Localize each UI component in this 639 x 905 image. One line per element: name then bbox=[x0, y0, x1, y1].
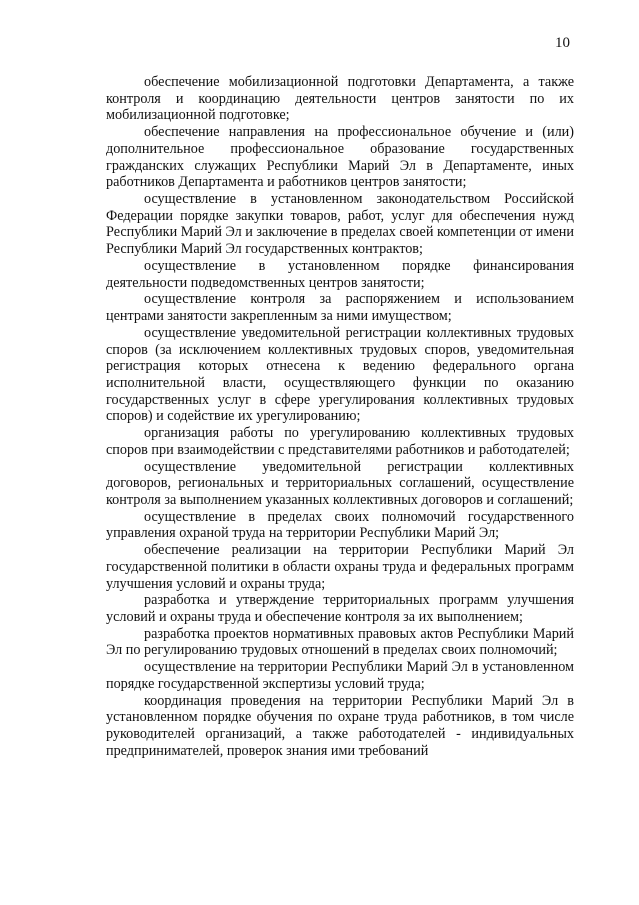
paragraph-labor-protection-policy: обеспечение реализации на территории Республики Марий Эл государственной политики в области охраны труда и федеральных программ улучшения условий и охраны труда; bbox=[106, 542, 574, 592]
paragraph-working-conditions-expertise: осуществление на территории Республики Марий Эл в установленном порядке государственной экспертизы условий труда; bbox=[106, 659, 574, 692]
paragraph-procurement: осуществление в установленном законодательством Российской Федерации порядке закупки товаров, работ, услуг для обеспечения нужд Республики Марий Эл и заключение в пределах своей компетенции от имени Республики Марий Эл государственных контрактов; bbox=[106, 191, 574, 258]
paragraph-legal-acts: разработка проектов нормативных правовых актов Республики Марий Эл по регулированию трудовых отношений в пределах своих полномочий; bbox=[106, 625, 574, 659]
paragraph-property-control: осуществление контроля за распоряжением и использованием центрами занятости закрепленным за ними имуществом; bbox=[106, 291, 574, 325]
page-number: 10 bbox=[555, 35, 570, 51]
paragraph-labor-protection-management: осуществление в пределах своих полномочий государственного управления охраной труда на территории Республики Марий Эл; bbox=[106, 508, 574, 542]
paragraph-safety-training: координация проведения на территории Республики Марий Эл в установленном порядке обучения по охране труда работников, в том числе руководителей организаций, а также работодателей - индивидуальных предпринимателей, проверок знания ими требований bbox=[106, 692, 574, 759]
paragraph-labor-disputes-registration: осуществление уведомительной регистрации коллективных трудовых споров (за исключением коллективных трудовых споров, уведомительная регистрация которых отнесена к ведению федерального органа исполнительной власти, осуществляющего функции по оказанию государственных услуг в сфере урегулирования коллективных трудовых споров) и содействие их урегулированию; bbox=[106, 324, 574, 425]
document-body bbox=[106, 74, 574, 759]
paragraph-mobilization: обеспечение мобилизационной подготовки Департамента, а также контроля и координацию деятельности центров занятости по их мобилизационной подготовке; bbox=[106, 74, 574, 124]
paragraph-territorial-programs: разработка и утверждение территориальных программ улучшения условий и охраны труда и обеспечение контроля за их выполнением; bbox=[106, 592, 574, 625]
paragraph-labor-disputes-settlement: организация работы по урегулированию коллективных трудовых споров при взаимодействии с представителями работников и работодателей; bbox=[106, 425, 574, 458]
paragraph-collective-agreements: осуществление уведомительной регистрации коллективных договоров, региональных и территориальных соглашений, осуществление контроля за выполнением указанных коллективных договоров и соглашений; bbox=[106, 458, 574, 508]
paragraph-professional-training: обеспечение направления на профессиональное обучение и (или) дополнительное профессиональное образование государственных гражданских служащих Республики Марий Эл в Департаменте, иных работников Департамента и работников центров занятости; bbox=[106, 124, 574, 191]
paragraph-financing: осуществление в установленном порядке финансирования деятельности подведомственных центров занятости; bbox=[106, 257, 574, 291]
